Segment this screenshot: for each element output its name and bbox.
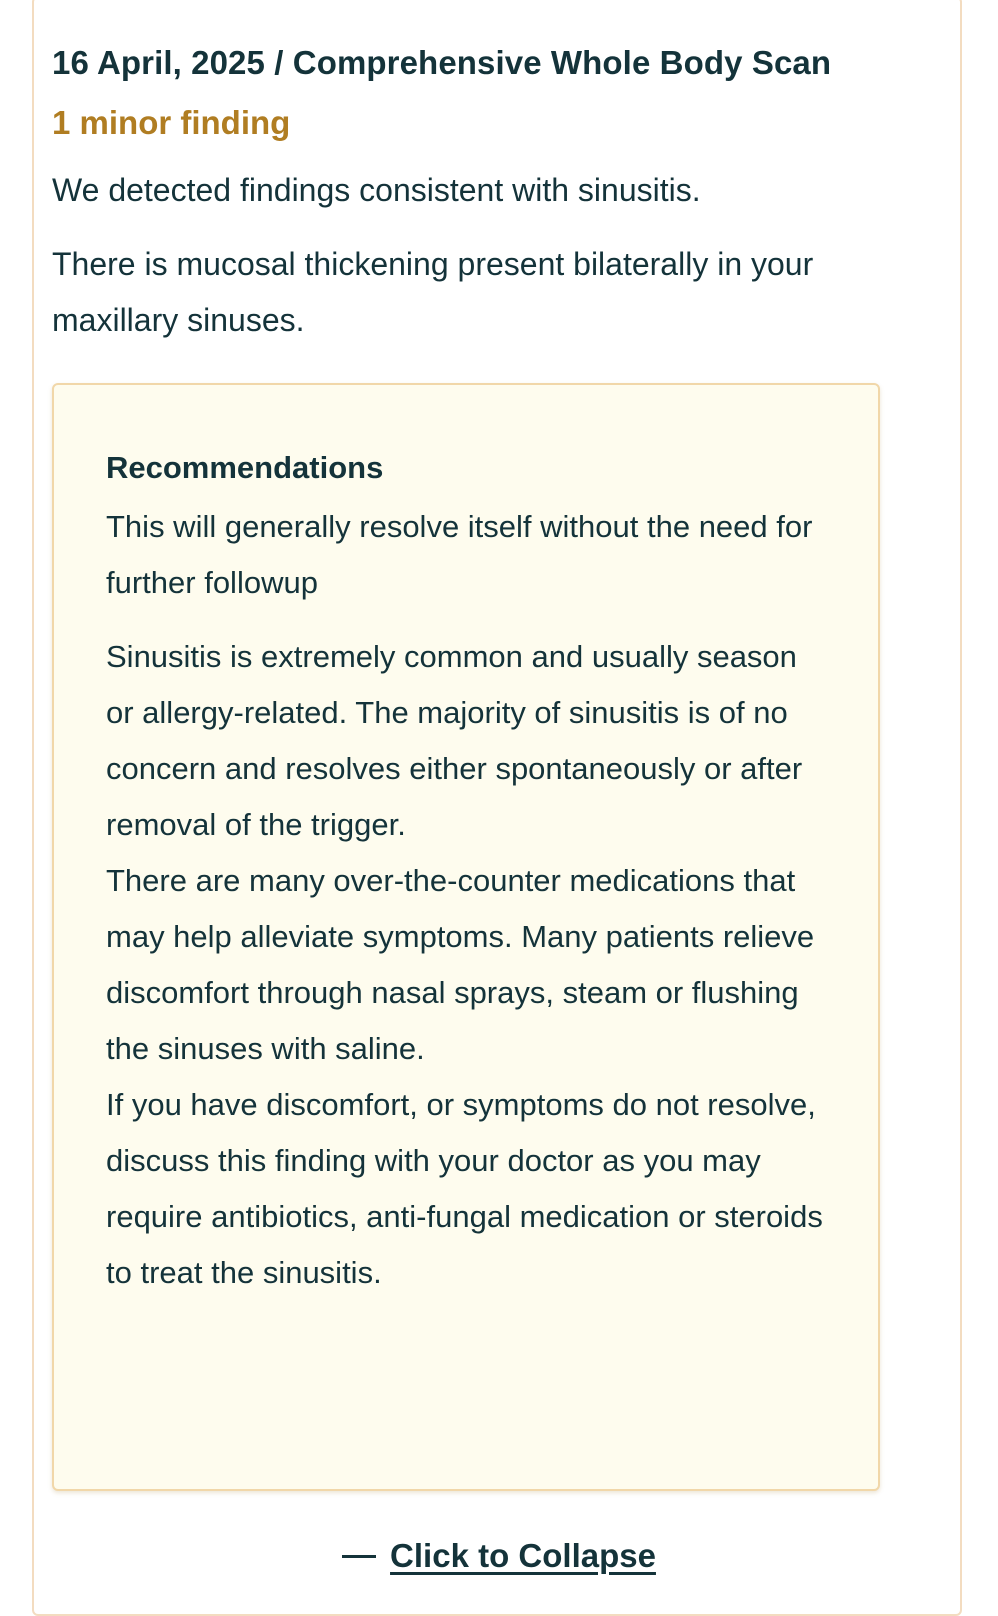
finding-title: 16 April, 2025 / Comprehensive Whole Body Scan <box>52 44 832 81</box>
finding-detail: There is mucosal thickening present bilaterally in your maxillary sinuses. <box>52 246 814 338</box>
collapse-control <box>0 1533 998 1579</box>
recommendations-heading: Recommendations <box>106 450 384 485</box>
recommendation-paragraph: Sinusitis is extremely common and usually season or allergy-related. The majority of sinusitis is of no concern and resolves either spontaneously or after removal of the trigger. <box>106 639 803 842</box>
recommendations-summary: This will generally resolve itself without the need for further followup <box>106 509 813 600</box>
recommendation-paragraph: There are many over-the-counter medications that may help alleviate symptoms. Many patients relieve discomfort through nasal sprays, steam or flushing the sinuses with saline. <box>106 863 815 1066</box>
finding-content <box>52 40 882 348</box>
finding-summary: We detected findings consistent with sinusitis. <box>52 172 701 208</box>
recommendations-details <box>106 629 826 1301</box>
recommendations-content <box>106 445 826 1301</box>
recommendation-paragraph: If you have discomfort, or symptoms do not resolve, discuss this finding with your doctor as you may require antibiotics, anti-fungal medication or steroids to treat the sinusitis. <box>106 1087 823 1290</box>
collapse-link[interactable]: Click to Collapse <box>390 1537 656 1574</box>
recommendations-box <box>52 383 880 1491</box>
dash-icon <box>342 1555 376 1558</box>
finding-severity-label: 1 minor finding <box>52 104 291 141</box>
